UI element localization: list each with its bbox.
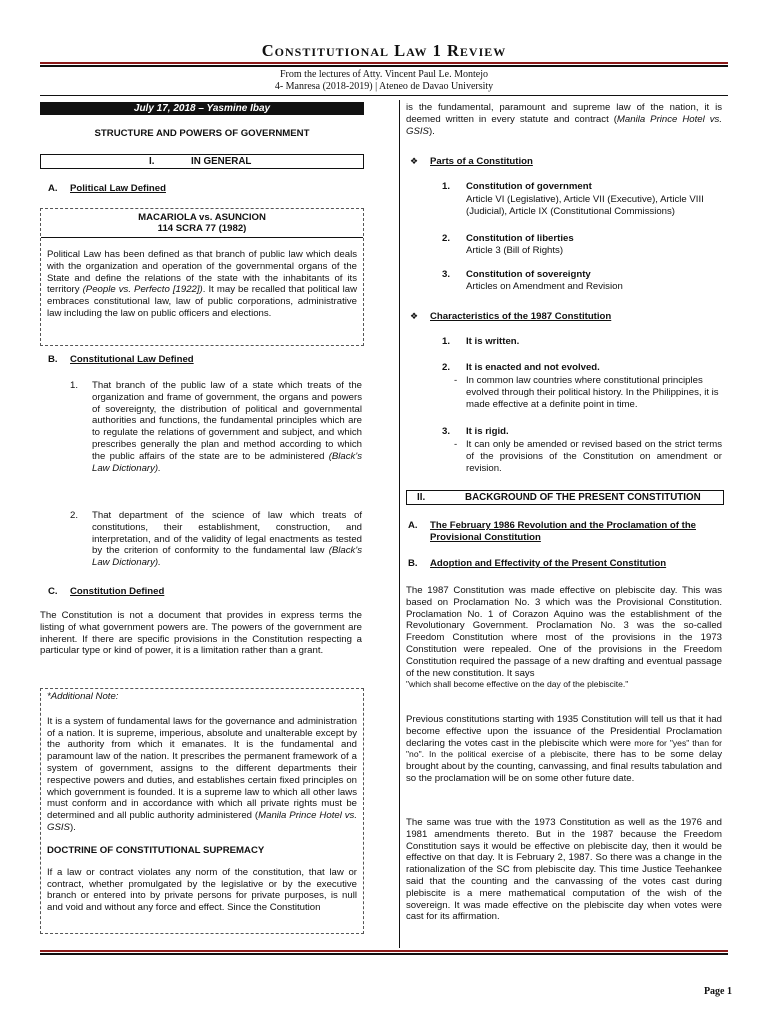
subsection-c-label: C. xyxy=(48,586,58,597)
list-item: 2. Constitution of liberties Article 3 (Bill of Rights) xyxy=(442,233,574,256)
section-1-number: I. xyxy=(149,156,155,167)
paragraph-3: The same was true with the 1973 Constitution as well as the 1976 and 1981 amendments thereto. But in the 1987 because the Freedom Constitution says it would be effective on plebiscite day, then it would be effective on that day. It is February 2, 1987. So there was a change in the rationalization of the SC from plebiscite day. This time Justice Teehankee said that the counting and the canvassing of the votes cast during plebiscite is a mere mathematical computation of the wish of the sovereign. It was made effective on the plebiscite day when votes were cast for its affirmation. xyxy=(406,817,722,923)
constitution-continued-text: is the fundamental, paramount and supreme law of the nation, it is deemed written in every statute and contract (Manila Prince Hotel vs. GSIS). xyxy=(406,102,723,137)
section-1-title: IN GENERAL xyxy=(191,156,252,167)
footer-rule-red xyxy=(40,950,728,952)
diamond-bullet-icon: ❖ xyxy=(410,311,419,321)
subsection-2b-title: Adoption and Effectivity of the Present Constitution xyxy=(430,558,667,569)
header-rule-thin xyxy=(40,95,728,96)
list-item: 3. Constitution of sovereignty Articles on Amendment and Revision xyxy=(442,269,623,292)
b-item2-text: That department of the science of law which treats of constitutions, their establishment, construction, and interpretation, and of the validity of legal enactments as tested by the criterion of conformity to the fundamental law (Black's Law Dictionary). xyxy=(92,510,362,569)
char-3-desc: It can only be amended or revised based on the strict terms of the provisions of the Constitution on amendment or revision. xyxy=(466,439,722,474)
page-number: Page 1 xyxy=(703,986,732,997)
section-2-bar xyxy=(406,490,724,505)
note-label: *Additional Note: xyxy=(47,691,119,702)
parts-title: Parts of a Constitution xyxy=(430,156,533,167)
subsection-a-label: A. xyxy=(48,183,58,194)
subsection-2b-label: B. xyxy=(408,558,418,569)
case-text: Political Law has been defined as that branch of public law which deals with the organization and operation of the governmental organs of the State and define the relations of the state with the inhabitants of its territory (People vs. Perfecto [1922]). It may be recalled that political law embraces constitutional law, law of public corporations, administrative law including the law on public officers and elections. xyxy=(47,249,357,319)
column-divider xyxy=(399,100,400,948)
lecturer-line: From the lectures of Atty. Vincent Paul Le. Montejo xyxy=(280,69,488,80)
additional-note-box xyxy=(40,688,364,934)
list-item: 1. Constitution of government Article VI (Legislative), Article VII (Executive), Article VIII (Judicial), Article IX (Constitutional Commissions) xyxy=(442,181,704,217)
section-university-line: 4- Manresa (2018-2019) | Ateneo de Davao University xyxy=(274,81,494,92)
char-2-title: It is enacted and not evolved. xyxy=(466,362,600,373)
dash-bullet: - xyxy=(454,439,458,450)
subsection-b-label: B. xyxy=(48,354,58,365)
char-1-number: 1. xyxy=(442,336,451,347)
char-3-number: 3. xyxy=(442,426,451,437)
char-2-number: 2. xyxy=(442,362,451,373)
dash-bullet: - xyxy=(454,375,458,386)
subsection-2a-title: The February 1986 Revolution and the Proclamation of the Provisional Constitution xyxy=(430,520,697,543)
section-1-bar xyxy=(40,154,364,169)
subsection-a-title: Political Law Defined xyxy=(70,183,166,194)
subsection-b-title: Constitutional Law Defined xyxy=(70,354,194,365)
case-box xyxy=(40,208,364,346)
section-2-title: BACKGROUND OF THE PRESENT CONSTITUTION xyxy=(465,492,701,503)
case-citation: 114 SCRA 77 (1982) xyxy=(157,223,247,234)
main-heading: STRUCTURE AND POWERS OF GOVERNMENT xyxy=(94,128,310,139)
note-text: It is a system of fundamental laws for the governance and administration of a nation. It is supreme, imperious, absolute and unalterable except by the authority from which it emanates. It is the fundamental and paramount law of the nation. It prescribes the permanent framework of a system of government, assigns to the different departments their respective powers and duties, and establishes certain fixed principles on which government is founded. It is a supreme law to which all other laws must conform and in accordance with which all private rights must be determined and all public authority administered (Manila Prince Hotel vs. GSIS). xyxy=(47,715,358,833)
header-rule-red xyxy=(40,62,728,64)
paragraph-1: The 1987 Constitution was made effective on plebiscite day. This was based on Proclamation No. 3 which was the Provisional Constitution. Proclamation No. 1 of Corazon Aquino was the establishment of the Revolutionary Government. Proclamation No. 3 was the so-called Freedom Constitution where most of the provisions in the 1973 Constitution were repealed. One of the provisions in the Freedom Constitution required the passage of a new drafting and eventual passage of the new constitution. It says "which shall become effective on the day of the plebiscite." xyxy=(406,585,722,690)
doctrine-title: DOCTRINE OF CONSTITUTIONAL SUPREMACY xyxy=(47,844,265,856)
char-1-title: It is written. xyxy=(466,336,520,347)
date-band: July 17, 2018 – Yasmine Ibay xyxy=(40,102,364,115)
char-2-desc: In common law countries where constitutional principles evolved through their political history. In the Philippines, it is made effective at a definite point in time. xyxy=(466,375,719,410)
document-title: Constitutional Law 1 Review xyxy=(261,41,507,60)
section-2-number: II. xyxy=(417,492,426,503)
header-rule-black xyxy=(40,65,728,67)
parts-list xyxy=(442,181,722,305)
footer-rule-black xyxy=(40,953,728,955)
subsection-c-title: Constitution Defined xyxy=(70,586,165,597)
b-item2-number: 2. xyxy=(70,510,79,521)
b-item1-text: That branch of the public law of a state which treats of the organization and frame of government, the organs and powers of sovereignty, the distribution of political and governmental authorities and functions, the fundamental principles which are to regulate the relations of government and subject, and which prescribes generally the plan and method according to which the public affairs of the state are to be administered (Black's Law Dictionary). xyxy=(92,380,362,474)
case-title: MACARIOLA vs. ASUNCION xyxy=(138,212,266,223)
c-text: The Constitution is not a document that provides in express terms the listing of what government powers are. The powers of the government are inherent. If there are specific provisions in the Constitution respecting a particular type or kind of power, it is a limitation rather than a grant. xyxy=(40,610,362,657)
char-3-title: It is rigid. xyxy=(466,426,509,437)
characteristics-title: Characteristics of the 1987 Constitution xyxy=(430,311,612,322)
paragraph-2: Previous constitutions starting with 1935 Constitution will tell us that it had become effective upon the issuance of the Presidential Proclamation declaring the votes cast in the plebiscite which were more for "yes" than for "no". In the political exercise of a plebiscite, there has to be some delay brought about by the counting, canvassing, and final results tabulation and so the proclamation will be on some other future date. xyxy=(406,714,723,784)
doctrine-text: If a law or contract violates any norm of the constitution, that law or contract, whether promulgated by the legislative or by the executive branch or entered into by private persons for private purposes, is null and void and without any force and effect. Since the Constitution xyxy=(47,866,357,914)
diamond-bullet-icon: ❖ xyxy=(410,156,419,166)
subsection-2a-label: A. xyxy=(408,520,418,531)
b-item1-number: 1. xyxy=(70,380,79,391)
